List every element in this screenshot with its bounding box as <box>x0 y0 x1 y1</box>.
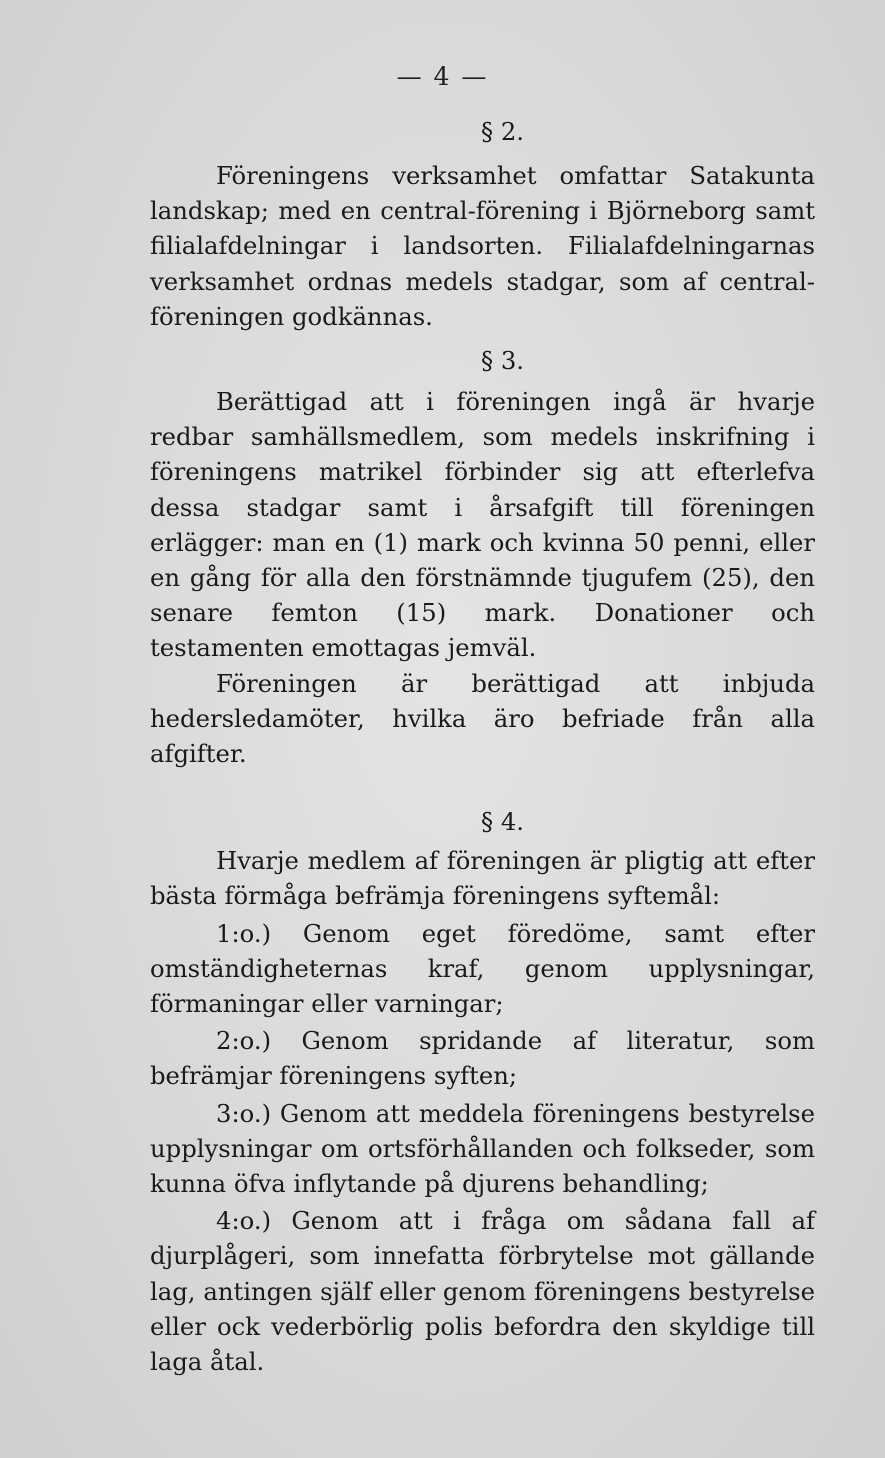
section-4 <box>150 801 815 1379</box>
page-body <box>150 112 815 1379</box>
paragraph: Hvarje medlem af föreningen är pligtig att efter bästa förmåga befrämja föreningens syftemål: <box>150 846 815 911</box>
section-2 <box>150 112 815 334</box>
paragraph: Föreningens verksamhet omfattar Satakunta landskap; med en central-förening i Björneborg samt filialafdelningar i landsorten. Filialafdelningarnas verksamhet ordnas medels stadgar, som af central-föreningen godkännas. <box>150 161 815 331</box>
section-3 <box>150 340 815 771</box>
list-item: 1:o.) Genom eget föredöme, samt efter omständigheternas kraf, genom upplysningar, förmaningar eller varningar; <box>150 918 815 1019</box>
list-item: 3:o.) Genom att meddela föreningens bestyrelse upplysningar om ortsförhållanden och folkseder, som kunna öfva inflytande på djurens behandling; <box>150 1098 815 1199</box>
list-item: 4:o.) Genom att i fråga om sådana fall af djurplågeri, som innefatta förbrytelse mot gällande lag, antingen själf eller genom föreningens bestyrelse eller ock vederbörlig polis befordra den skyldige till laga åtal. <box>150 1206 815 1377</box>
section-heading: § 2. <box>480 117 525 146</box>
section-heading: § 3. <box>480 346 525 376</box>
paragraph: Föreningen är berättigad att inbjuda hedersledamöter, hvilka äro befriade från alla afgifter. <box>150 668 815 769</box>
section-heading: § 4. <box>480 807 525 837</box>
list-item: 2:o.) Genom spridande af literatur, som befrämjar föreningens syften; <box>150 1026 815 1091</box>
paragraph: Berättigad att i föreningen ingå är hvarje redbar samhällsmedlem, som medels inskrifning i föreningens matrikel förbinder sig att efterlefva dessa stadgar samt i årsafgift till föreningen erlägger: man en (1) mark och kvinna 50 penni, eller en gång för alla den förstnämnde tjugufem (25), den senare femton (15) mark. Donationer och testamenten emottagas jemväl. <box>150 387 815 663</box>
page-number: — 4 — <box>396 62 489 91</box>
